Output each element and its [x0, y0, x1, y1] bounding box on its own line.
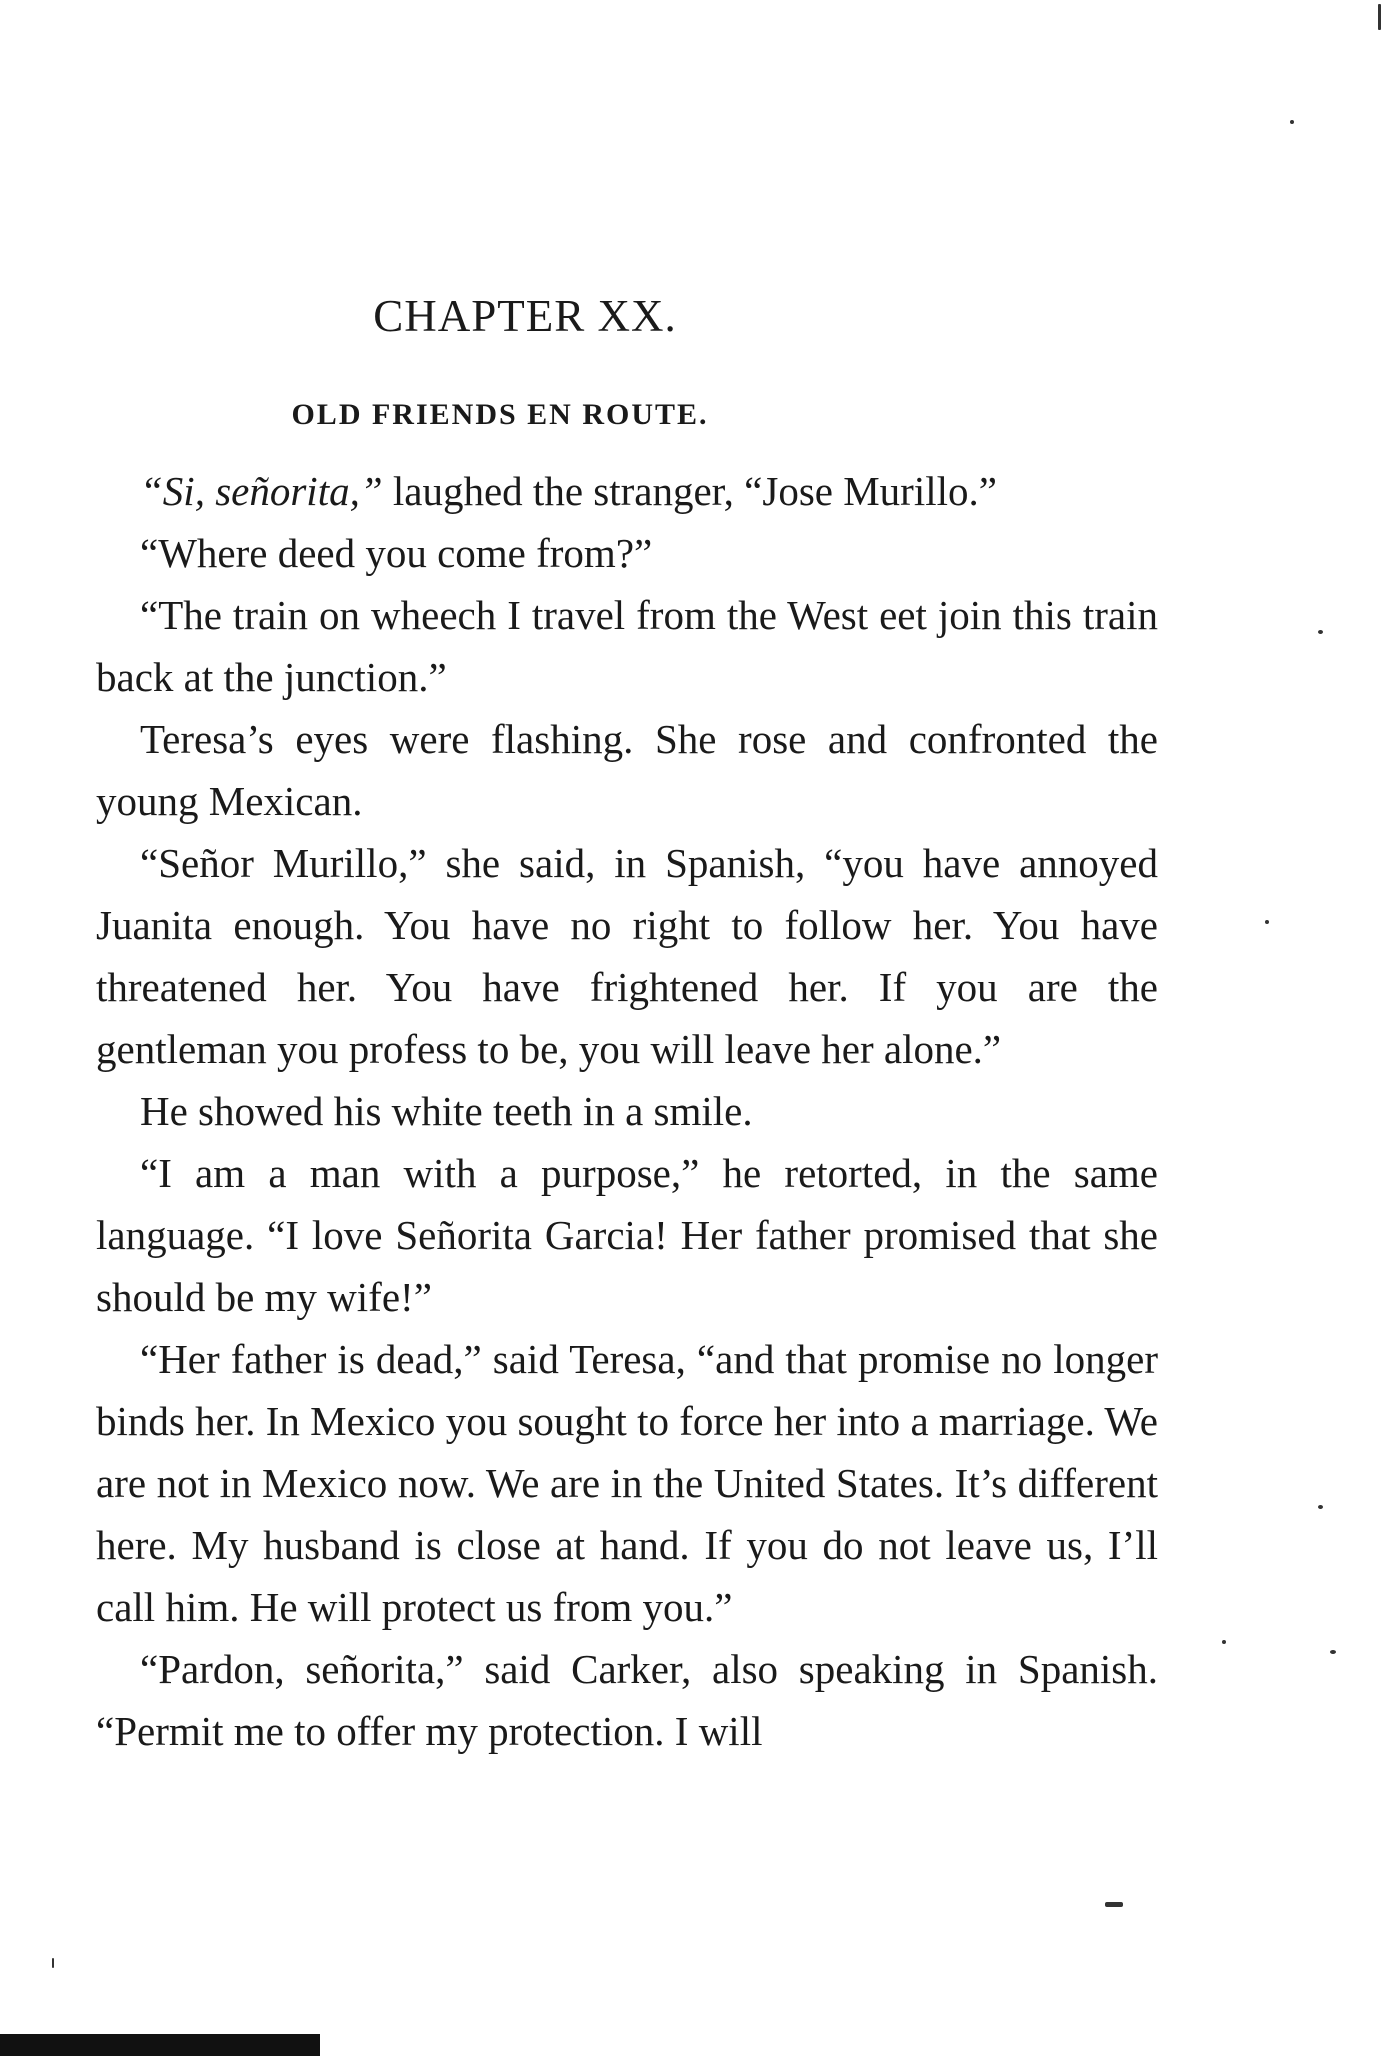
scan-speck — [1318, 1505, 1323, 1509]
body-text — [96, 460, 1158, 1762]
paragraph-1-rest: laughed the stranger, “Jose Murillo.” — [382, 468, 997, 514]
paragraph-9: “Pardon, señorita,” said Carker, also speaking in Spanish. “Permit me to offer my protection. I will — [96, 1646, 1158, 1754]
paragraph-6: He showed his white teeth in a smile. — [140, 1088, 753, 1134]
scan-speck — [1378, 4, 1381, 30]
scan-speck — [1290, 120, 1294, 124]
scan-speck — [1222, 1640, 1226, 1644]
scan-speck — [52, 1958, 54, 1968]
scan-speck — [1265, 920, 1269, 924]
scan-edge-bar — [0, 2034, 320, 2056]
scan-speck — [1105, 1902, 1123, 1907]
scan-speck — [1318, 630, 1323, 634]
paragraph-1 — [96, 460, 1158, 522]
paragraph-8: “Her father is dead,” said Teresa, “and that promise no longer binds her. In Mexico you sought to force her into a marriage. We are not in Mexico now. We are in the United States. It’s different here. My husband is close at hand. If you do not leave us, I’ll call him. He will protect us from you.” — [96, 1336, 1158, 1630]
paragraph-3: “The train on wheech I travel from the West eet join this train back at the junction.” — [96, 592, 1158, 700]
chapter-subtitle: OLD FRIENDS EN ROUTE. — [291, 398, 709, 431]
scan-speck — [1330, 1650, 1336, 1654]
paragraph-5: “Señor Murillo,” she said, in Spanish, “you have annoyed Juanita enough. You have no right to follow her. You have threatened her. You have frightened her. If you are the gentleman you profess to be, you will leave her alone.” — [96, 840, 1158, 1072]
italic-lead: “Si, señorita,” — [140, 468, 383, 514]
paragraph-4: Teresa’s eyes were flashing. She rose and confronted the young Mexican. — [96, 716, 1158, 824]
paragraph-2: “Where deed you come from?” — [140, 530, 653, 576]
paragraph-7: “I am a man with a purpose,” he retorted, in the same language. “I love Señorita Garcia! Her father promised that she should be my wife!” — [96, 1150, 1158, 1320]
chapter-title: CHAPTER XX. — [373, 291, 677, 341]
